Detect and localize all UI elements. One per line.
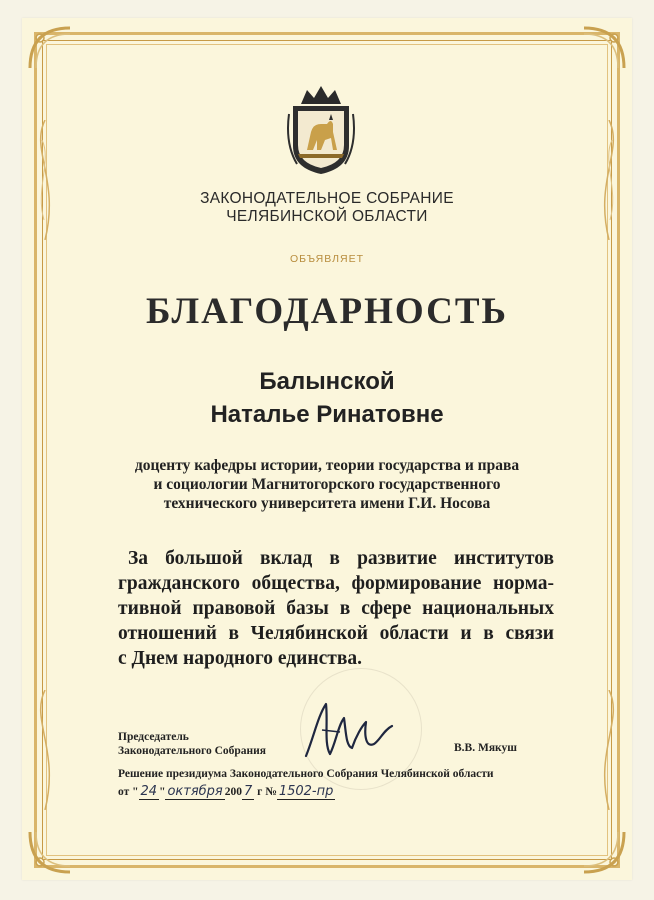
handwritten-signature — [296, 696, 406, 766]
decision-text: Решение президиума Законодательного Собрания Челябинской области — [118, 768, 494, 780]
signer-title — [118, 730, 266, 758]
corner-ornament-top-left — [26, 24, 72, 70]
organization-line-2: ЧЕЛЯБИНСКОЙ ОБЛАСТИ — [226, 208, 428, 225]
corner-ornament-top-right — [582, 24, 628, 70]
corner-ornament-bottom-right — [582, 830, 628, 876]
announces-label: ОБЪЯВЛЯЕТ — [289, 253, 365, 265]
decision-date-number — [118, 784, 335, 799]
coat-of-arms-icon — [287, 84, 355, 176]
flourish-right-bottom — [594, 690, 624, 810]
reason-line: отношений в Челябинской области и в связи — [118, 623, 554, 644]
decision-day: 24 — [140, 784, 158, 799]
signer-title-line-2: Законодательного Собрания — [118, 745, 267, 757]
position-line: и социологии Магнитогорского государственного — [153, 476, 501, 493]
decision-prefix: от " — [118, 786, 139, 798]
signer-name: В.В. Мякуш — [454, 742, 517, 754]
reason-line: За большой вклад в развитие институтов — [128, 548, 554, 569]
flourish-left-bottom — [30, 690, 60, 810]
decision-year-digit: 7 — [244, 784, 253, 799]
reason-line: с Днем народного единства. — [118, 648, 362, 669]
recipient-given-names: Наталье Ринатовне — [210, 401, 444, 428]
position-line: технического университета имени Г.И. Носова — [163, 495, 491, 512]
decision-quote: " — [159, 786, 166, 798]
decision-year-prefix: 200 — [224, 786, 242, 798]
organization-line-1: ЗАКОНОДАТЕЛЬНОЕ СОБРАНИЕ — [200, 190, 454, 207]
corner-ornament-bottom-left — [26, 830, 72, 876]
reason-line: гражданского общества, формирование норма- — [118, 573, 554, 594]
decision-year-suffix: г № — [254, 786, 277, 798]
recipient-position — [80, 456, 574, 513]
certificate-title: БЛАГОДАРНОСТЬ — [145, 291, 509, 332]
position-line: доценту кафедры истории, теории государства и права — [134, 457, 520, 474]
decision-month: октября — [167, 784, 223, 799]
reason-line: тивной правовой базы в сфере национальных — [118, 598, 554, 619]
decision-number: 1502-пр — [278, 784, 334, 799]
signer-title-line-1: Председатель — [118, 731, 189, 743]
recipient-surname: Балынской — [259, 368, 395, 395]
award-reason — [118, 546, 554, 671]
